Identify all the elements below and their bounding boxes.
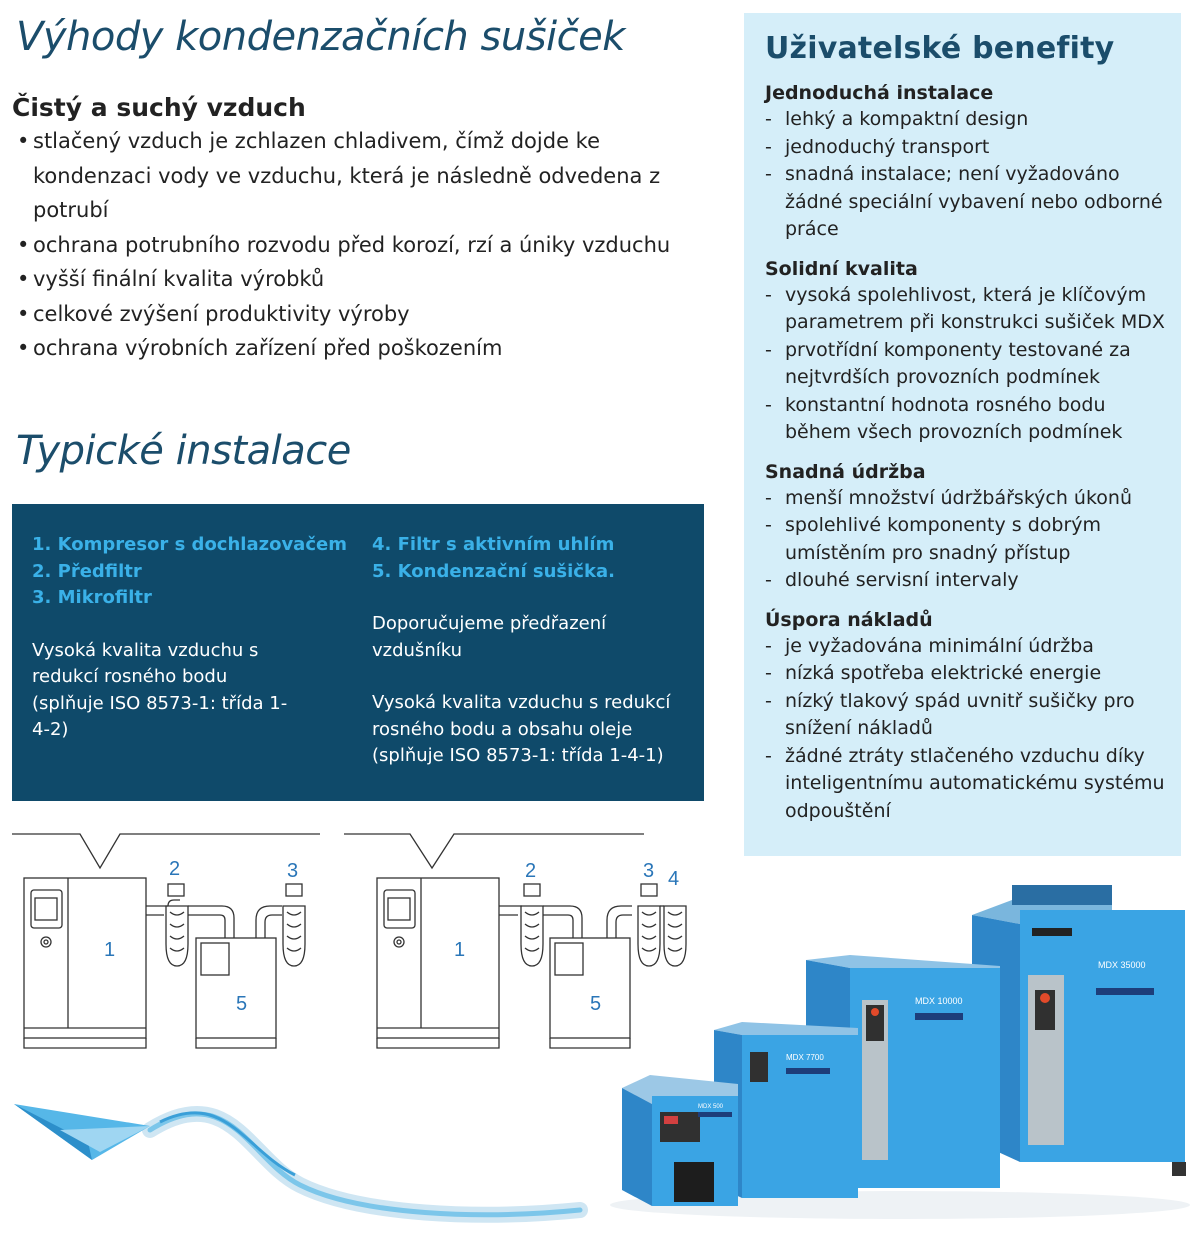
benefit-group-savings	[765, 607, 1171, 826]
list-item: - konstantní hodnota rosného bodu během všech provozních podmínek	[765, 393, 1123, 443]
step-5: 5. Kondenzační sušička.	[372, 560, 615, 582]
list-item: - jednoduchý transport	[765, 135, 990, 158]
diagram-left-label-5: 5	[236, 993, 248, 1015]
list-item: - snadná instalace; není vyžadováno žádné speciální vybavení nebo odborné práce	[765, 163, 1163, 240]
diagram-left-label-1: 1	[104, 939, 116, 961]
typical-installations-title: Typické instalace	[16, 428, 351, 474]
list-item: - nízká spotřeba elektrické energie	[765, 662, 1102, 684]
list-item: - spolehlivé komponenty s dobrým umístěním pro snadný přístup	[765, 514, 1102, 564]
step-1: 1. Kompresor s dochlazovačem	[32, 534, 347, 555]
diagram-right-label-3: 3	[643, 860, 655, 882]
benefit-group-maintenance	[765, 459, 1171, 595]
installations-box	[12, 504, 704, 801]
benefit-heading: Snadná údržba	[765, 460, 926, 483]
list-item: • celkové zvýšení produktivity výroby	[17, 301, 410, 326]
list-item: - nízký tlakový spád uvnitř sušičky pro snížení nákladů	[765, 689, 1135, 739]
list-item: • ochrana výrobních zařízení před poškozením	[17, 336, 503, 360]
list-item: - vysoká spolehlivost, která je klíčovým parametrem při konstrukci sušiček MDX	[765, 283, 1165, 333]
user-benefits-box	[744, 13, 1181, 856]
step-3: 3. Mikrofiltr	[32, 587, 152, 608]
benefit-group-installation	[765, 80, 1171, 244]
benefit-heading: Solidní kvalita	[765, 257, 918, 280]
svg-text:MDX 7700: MDX 7700	[786, 1053, 824, 1062]
quality-note-left: Vysoká kvalita vzduchu s redukcí rosného bodu (splňuje ISO 8573-1: třída 1-4-2)	[32, 639, 288, 740]
page-title: Výhody kondenzačních sušiček	[16, 14, 625, 60]
step-2: 2. Předfiltr	[32, 560, 142, 582]
diagram-right-label-1: 1	[454, 939, 466, 961]
benefits-title: Uživatelské benefity	[765, 31, 1115, 66]
svg-text:MDX 500: MDX 500	[698, 1104, 724, 1110]
diagram-left-label-3: 3	[287, 860, 299, 882]
installation-right-column	[372, 532, 692, 770]
step-4: 4. Filtr s aktivním uhlím	[372, 534, 615, 555]
quality-note-right: Vysoká kvalita vzduchu s redukcí rosného bodu a obsahu oleje (splňuje ISO 8573-1: třída 1-4-1)	[372, 692, 671, 766]
clean-dry-air-heading: Čistý a suchý vzduch	[12, 93, 306, 122]
list-item: • ochrana potrubního rozvodu před korozí, rzí a úniky vzduchu	[17, 232, 671, 257]
diagram-left-label-2: 2	[169, 858, 181, 880]
clean-dry-air-section	[12, 93, 712, 366]
clean-dry-air-list	[12, 124, 712, 366]
list-item: • stlačený vzduch je zchlazen chladivem, čímž dojde ke kondenzaci vody ve vzduchu, která je následně odvedena z potrubí	[17, 129, 661, 222]
list-item: - je vyžadována minimální údržba	[765, 634, 1094, 657]
list-item: - žádné ztráty stlačeného vzduchu díky inteligentnímu automatickému systému odpouštění	[765, 744, 1165, 822]
installation-left-column	[32, 532, 352, 744]
benefit-heading: Jednoduchá instalace	[765, 82, 994, 104]
benefit-heading: Úspora nákladů	[765, 608, 933, 631]
list-item: • vyšší finální kvalita výrobků	[17, 267, 325, 291]
diagram-right-label-2: 2	[525, 860, 537, 882]
svg-text:MDX 10000: MDX 10000	[915, 996, 963, 1006]
recommendation-note: Doporučujeme předřazení vzdušníku	[372, 613, 607, 661]
list-item: - lehký a kompaktní design	[765, 108, 1029, 130]
paper-plane-swoosh-icon	[0, 1090, 600, 1230]
dryer-mdx-35000	[972, 885, 1186, 1176]
list-item: - menší množství údržbářských úkonů	[765, 486, 1132, 509]
dryer-mdx-500	[622, 1075, 738, 1206]
diagram-right-label-5: 5	[590, 993, 602, 1015]
diagram-right-label-4: 4	[668, 868, 680, 890]
installation-diagrams	[0, 820, 700, 1060]
diagram-left	[12, 834, 320, 1048]
benefit-group-quality	[765, 256, 1171, 447]
dryer-products-image	[600, 880, 1193, 1220]
list-item: - prvotřídní komponenty testované za nejtvrdších provozních podmínek	[765, 338, 1131, 388]
svg-text:MDX 35000: MDX 35000	[1098, 960, 1146, 970]
list-item: - dlouhé servisní intervaly	[765, 569, 1019, 591]
